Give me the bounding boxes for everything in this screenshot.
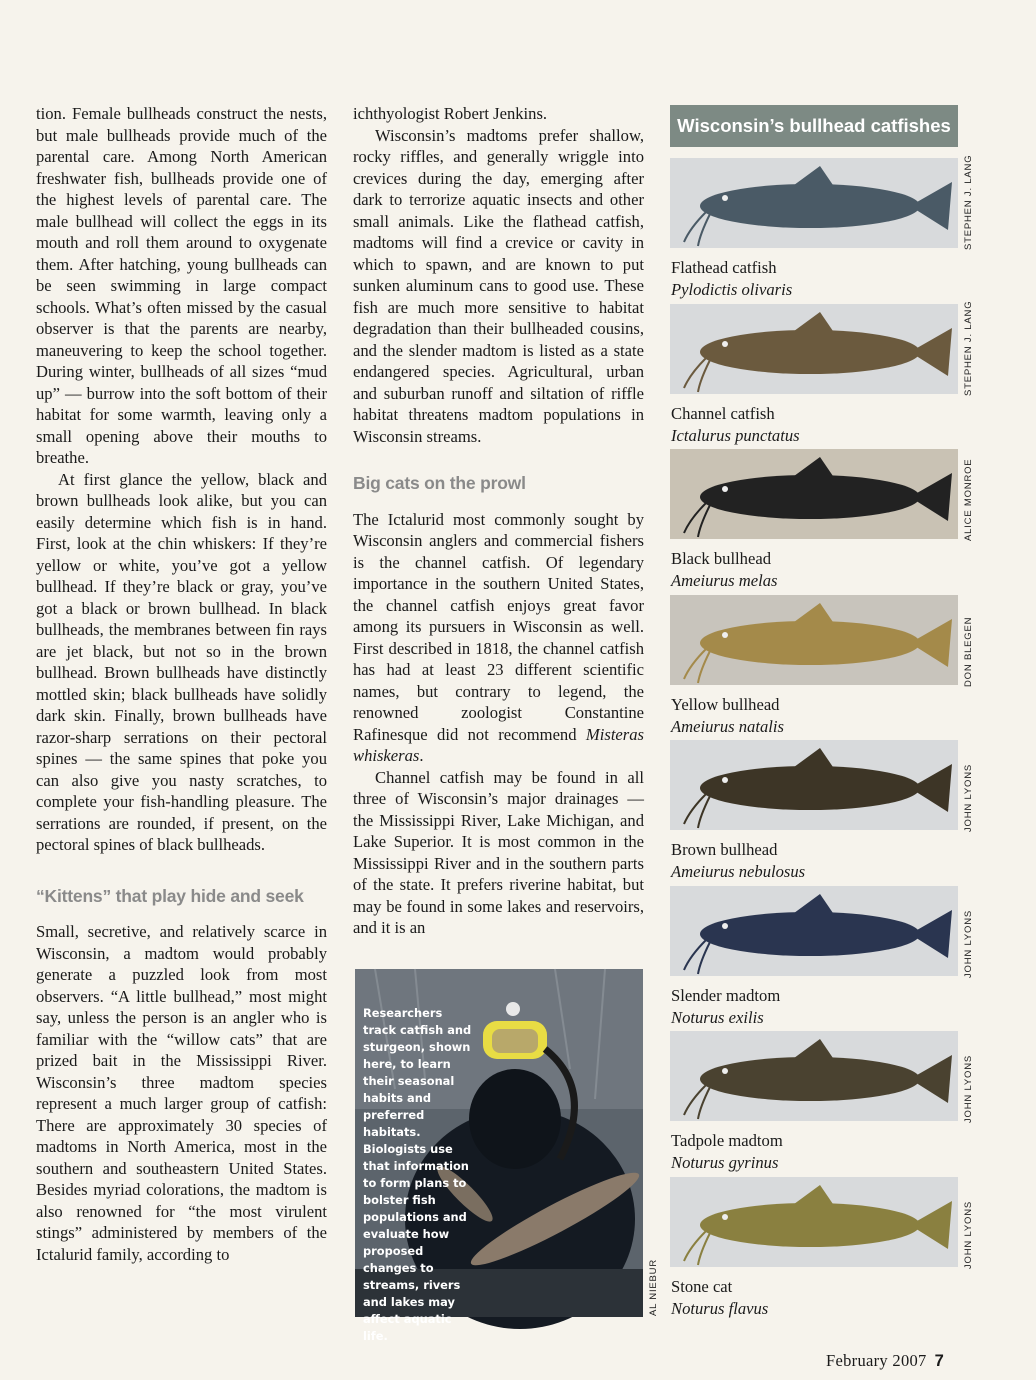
page-footer bbox=[826, 1351, 944, 1371]
fish-photo bbox=[670, 449, 958, 539]
fish-scientific-name: Noturus flavus bbox=[671, 1299, 769, 1318]
photo-credit: ALICE MONROE bbox=[963, 458, 974, 541]
paragraph: At first glance the yellow, black and brown bullheads look alike, but you can easily determine which fish is in hand. First, look at the chin whiskers: If they’re yellow or white, you’ve got a yellow bullhead. If they’re black or gray, you’ve got a black or brown bullhead. In black bullheads, the membranes between fin rays are jet black, but not so in the brown bullhead. Brown bullheads have distinctly mottled skin; black bullheads have solidly dark skin. Finally, brown bullheads have razor-sharp serrations on their pectoral spines — the same spines that poke you can also give you nasty scratches, to complete your fish-handling pleasure. The serrations are rounded, if present, on the pectoral spines of black bullheads. bbox=[36, 469, 327, 854]
photo-credit: DON BLEGEN bbox=[963, 616, 974, 687]
fish-common-name: Stone cat bbox=[671, 1277, 733, 1296]
fish-scientific-name: Ameiurus melas bbox=[671, 571, 778, 590]
photo-caption: Researchers track catfish and sturgeon, shown here, to learn their seasonal habits and preferred habitats. Biologists use that information to form plans to bolster fish populations and evaluate how proposed changes to streams, rivers and lakes may affect aquatic life. bbox=[363, 1006, 472, 1343]
fish-photo bbox=[670, 886, 958, 976]
fish-photo bbox=[670, 304, 958, 394]
sidebar-title: Wisconsin’s bullhead catfishes bbox=[670, 105, 958, 147]
page-number: 7 bbox=[934, 1352, 945, 1370]
fish-scientific-name: Pylodictis olivaris bbox=[671, 280, 793, 299]
photo-credit: STEPHEN J. LANG bbox=[963, 300, 974, 396]
fish-common-name: Yellow bullhead bbox=[671, 695, 780, 714]
paragraph: ichthyologist Robert Jenkins. bbox=[353, 104, 548, 123]
section-heading: Big cats on the prowl bbox=[353, 473, 526, 493]
fish-common-name: Brown bullhead bbox=[671, 840, 778, 859]
paragraph: Channel catfish may be found in all three of Wisconsin’s major drainages — the Mississippi River, Lake Michigan, and Lake Superior. It is most common in the Mississippi River and in the southern parts of the state. It prefers riverine habitat, but may be found in some lakes and reservoirs, and it is an bbox=[353, 767, 644, 937]
photo-credit: STEPHEN J. LANG bbox=[963, 154, 974, 250]
photo-credit: JOHN LYONS bbox=[963, 763, 974, 832]
diver-photo bbox=[355, 969, 643, 1343]
photo-credit: JOHN LYONS bbox=[963, 909, 974, 978]
fish-photo bbox=[670, 740, 958, 830]
fish-photo bbox=[670, 158, 958, 248]
fish-scientific-name: Noturus exilis bbox=[671, 1008, 764, 1027]
fish-scientific-name: Ameiurus natalis bbox=[671, 717, 784, 736]
paragraph: Small, secretive, and relatively scarce in Wisconsin, a madtom would probably generate a puzzled look from most observers. “A little bullhead,” most might say, unless the person is an angler who is familiar with the “willow cats” that are prized bait in the Mississippi River. Wisconsin’s three madtom species represent a much larger group of catfish: There are approximately 30 species of madtoms in North America, most in the southern and southeastern United States. Besides myriad colorations, the madtom is also renowned for “the most virulent stings” administered by members of the Ictalurid family, according to bbox=[36, 922, 327, 1264]
article-column-2 bbox=[353, 103, 644, 939]
paragraph: tion. Female bullheads construct the nests, but male bullheads provide much of the parental care. Among North American freshwater fish, bullheads provide one of the highest levels of parental care. The male bullhead will collect the eggs in its mouth and roll them around to oxygenate them. After hatching, young bullheads can be seen swimming in large compact schools. What’s often missed by the casual observer is that the parents are nearby, maneuvering to keep the school together. During winter, bullheads of all sizes “mud up” — burrow into the soft bottom of their habitat for some warmth, leaving only a small opening above their mouths to breathe. bbox=[36, 104, 327, 467]
photo-credit: JOHN LYONS bbox=[963, 1200, 974, 1269]
paragraph: Wisconsin’s madtoms prefer shallow, rocky riffles, and generally wriggle into crevices during the day, emerging after dark to terrorize aquatic insects and other small animals. Like the flathead catfish, madtoms will find a crevice or cavity in which to spawn, and are known to put sunken aluminum cans to good use. These fish are much more sensitive to habitat degradation than their bullheaded cousins, and the slender madtom is listed as a state endangered species. Agricultural, urban and suburban runoff and siltation of riffle habitat threatens madtom populations in Wisconsin streams. bbox=[353, 125, 644, 446]
photo-credit: JOHN LYONS bbox=[963, 1054, 974, 1123]
fish-scientific-name: Ictalurus punctatus bbox=[671, 426, 800, 445]
fish-common-name: Black bullhead bbox=[671, 549, 771, 568]
fish-photo bbox=[670, 1177, 958, 1267]
fish-common-name: Channel catfish bbox=[671, 404, 775, 423]
fish-scientific-name: Ameiurus nebulosus bbox=[671, 862, 806, 881]
paragraph: The Ictalurid most commonly sought by Wisconsin anglers and commercial fishers is the channel catfish. Of legendary importance in the southern United States, the channel catfish enjoys great favor among its pursuers in Wisconsin as well. First described in 1818, the channel catfish has had at least 23 different scientific names, but contrary to legend, the renowned zoologist Constantine Rafinesque did not recommend Misteras whiskeras. bbox=[353, 509, 644, 765]
fish-common-name: Slender madtom bbox=[671, 986, 781, 1005]
fish-photo bbox=[670, 595, 958, 685]
article-column-1 bbox=[36, 103, 327, 1265]
photo-credit: AL NIEBUR bbox=[648, 1258, 659, 1316]
fish-common-name: Tadpole madtom bbox=[671, 1131, 783, 1150]
fish-scientific-name: Noturus gyrinus bbox=[671, 1153, 779, 1172]
fish-photo bbox=[670, 1031, 958, 1121]
section-heading: “Kittens” that play hide and seek bbox=[36, 885, 304, 906]
fish-common-name: Flathead catfish bbox=[671, 258, 777, 277]
issue-date: February 2007 bbox=[826, 1351, 927, 1370]
